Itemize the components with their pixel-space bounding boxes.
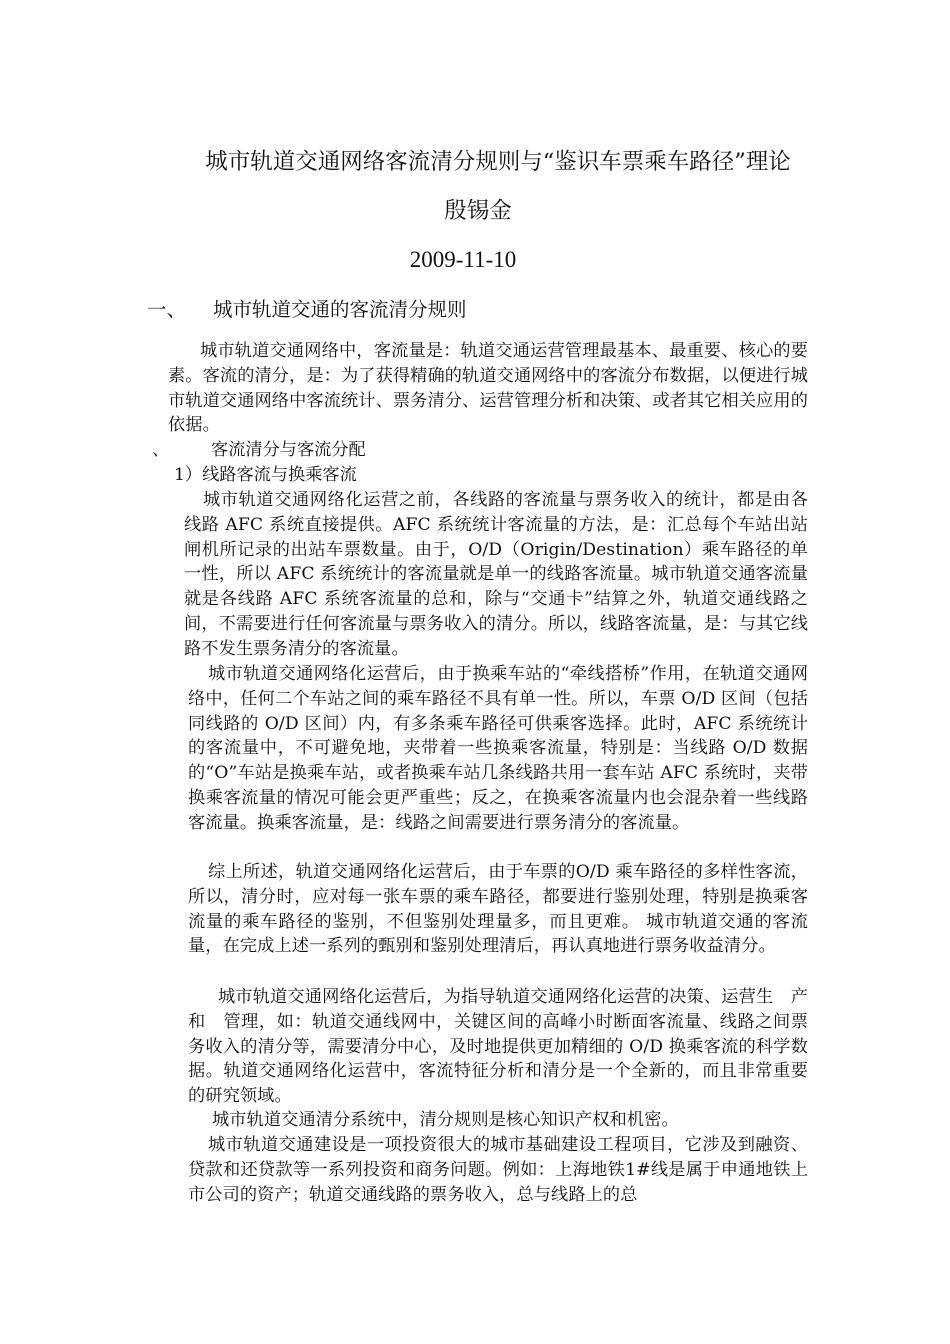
body-paragraph: 城市轨道交通建设是一项投资很大的城市基础建设工程项目，它涉及到融资、贷款和还贷款等一系列投资和商务问题。例如：上海地铁1#线是属于申通地铁上市公司的资产；轨道交通线路的票务收入，总与线路上的总	[188, 1135, 808, 1205]
body-paragraph: 城市轨道交通网络化运营后，为指导轨道交通网络化运营的决策、运营生 产和 管理，如：轨道交通线网中，关键区间的高峰小时断面客流量、线路之间票务收入的清分等，需要清分中心，及时地提供更加精细的 O/D 换乘客流的科学数据。轨道交通网络化运营中，客流特征分析和清分是一个全新的，而且非常重要的研究领域。	[188, 987, 808, 1107]
subsection-number: 、	[152, 440, 170, 460]
document-author: 殷锡金	[444, 198, 512, 224]
body-paragraph: 综上所述，轨道交通网络化运营后，由于车票的O/D 乘车路径的多样性客流，所以，清分时，应对每一张车票的乘车路径，都要进行鉴别处理，特别是换乘客流量的乘车路径的鉴别，不但鉴别处理量多，而且更难。 城市轨道交通的客流量，在完成上述一系列的甄别和鉴别处理清后，再认真地进行票务收益清分。	[188, 862, 808, 957]
section-heading	[147, 296, 467, 324]
section-heading-text: 城市轨道交通的客流清分规则	[213, 298, 467, 321]
document-date: 2009-11-10	[409, 247, 517, 272]
document-title: 城市轨道交通网络客流清分规则与“鉴识车票乘车路径”理论	[205, 149, 791, 175]
body-paragraph: 城市轨道交通网络化运营后，由于换乘车站的“牵线搭桥”作用，在轨道交通网络中，任何二个车站之间的乘车路径不具有单一性。所以，车票 O/D 区间（包括同线路的 O/D 区间）内，有多条乘车路径可供乘客选择。此时，AFC 系统统计的客流量中，不可避免地，夹带着一些换乘客流量，特别是：当线路 O/D 数据的“O”车站是换乘车站，或者换乘车站几条线路共用一套车站 AFC 系统时，夹带换乘客流量的情况可能会更严重些；反之，在换乘客流量内也会混杂着一些线路客流量。换乘客流量，是：线路之间需要进行票务清分的客流量。	[188, 664, 808, 833]
section-number: 一、	[147, 298, 187, 321]
sub-item-heading: 1）线路客流与换乘客流	[174, 465, 357, 485]
subsection-heading	[152, 438, 366, 463]
subsection-heading-text: 客流清分与客流分配	[211, 440, 366, 460]
body-paragraph: 城市轨道交通清分系统中，清分规则是核心知识产权和机密。	[212, 1110, 679, 1130]
intro-paragraph: 城市轨道交通网络中，客流量是：轨道交通运营管理最基本、最重要、核心的要素。客流的清分，是：为了获得精确的轨道交通网络中的客流分布数据，以便进行城市轨道交通网络中客流统计、票务清分、运营管理分析和决策、或者其它相关应用的依据。	[168, 341, 808, 436]
body-paragraph: 城市轨道交通网络化运营之前，各线路的客流量与票务收入的统计，都是由各线路 AFC 系统直接提供。AFC 系统统计客流量的方法，是：汇总每个车站出站闸机所记录的出站车票数量。由于，O/D（Origin/Destination）乘车路径的单一性，所以 AFC 系统统计的客流量就是单一的线路客流量。城市轨道交通客流量就是各线路 AFC 系统客流量的总和，除与“交通卡”结算之外，轨道交通线路之间，不需要进行任何客流量与票务收入的清分。所以，线路客流量，是：与其它线路不发生票务清分的客流量。	[184, 490, 808, 659]
